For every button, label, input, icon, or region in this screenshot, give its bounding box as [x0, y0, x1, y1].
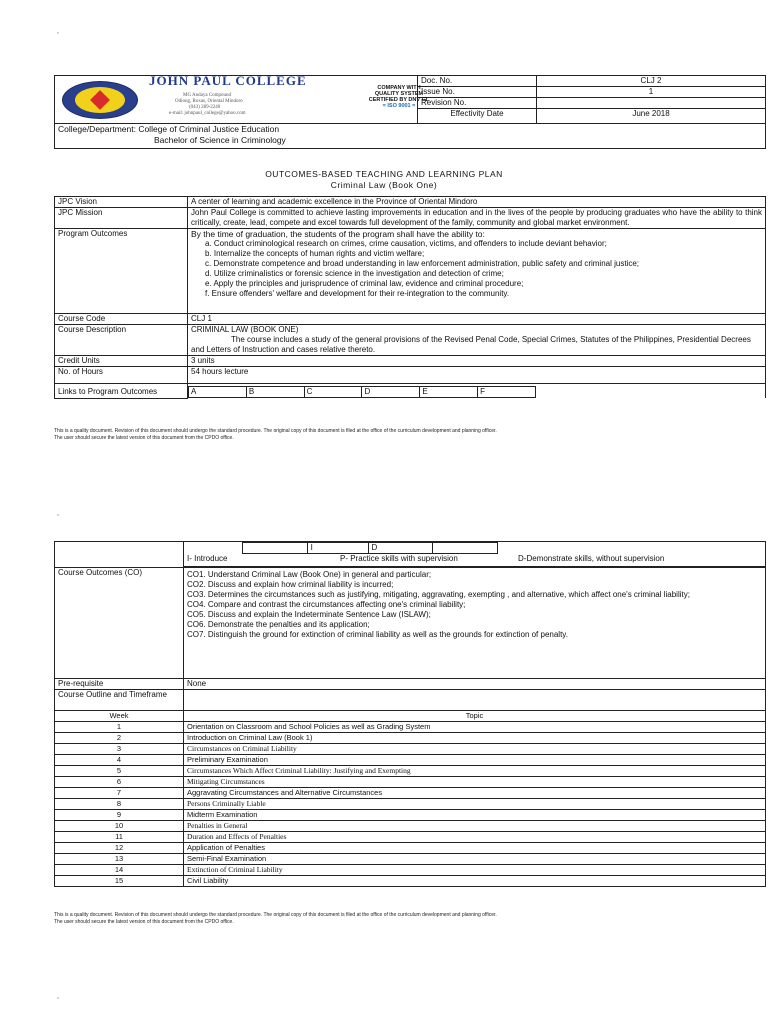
week-topic: Circumstances Which Affect Criminal Liability: Justifying and Exempting	[184, 766, 766, 777]
course-outcomes-label: Course Outcomes (CO)	[55, 568, 184, 679]
week-number: 9	[55, 810, 184, 821]
program-outcome-item: e. Apply the principles and jurisprudence of criminal law, evidence and criminal procedure;	[205, 279, 524, 288]
week-number: 1	[55, 722, 184, 733]
week-number: 8	[55, 799, 184, 810]
links-label: Links to Program Outcomes	[55, 384, 188, 399]
department-info: College/Department: College of Criminal Justice Education Bachelor of Science in Criminology	[55, 124, 766, 149]
course-title: Criminal Law (Book One)	[330, 180, 438, 190]
week-number: 15	[55, 876, 184, 887]
page-mark: ,	[57, 993, 59, 1000]
course-outcome-item: CO7. Distinguish the ground for extinction of criminal liability as well as the grounds for extinction of penalty.	[187, 630, 568, 639]
document-header	[54, 75, 766, 149]
week-topic: Preliminary Examination	[184, 755, 766, 766]
week-topic: Application of Penalties	[184, 843, 766, 854]
course-outcomes	[184, 568, 766, 679]
program-outcome-item: b. Internalize the concepts of human rights and victim welfare;	[205, 249, 425, 258]
course-outcomes-table	[54, 541, 766, 887]
course-outcome-item: CO5. Discuss and explain the Indeterminate Sentence Law (ISLAW);	[187, 610, 431, 619]
vision-text: A center of learning and academic excellence in the Province of Oriental Mindoro	[188, 197, 766, 208]
outline-blank	[184, 690, 766, 711]
week-topic: Aggravating Circumstances and Alternative Circumstances	[184, 788, 766, 799]
legend-cell	[243, 543, 308, 554]
week-topic: Introduction on Criminal Law (Book 1)	[184, 733, 766, 744]
college-banner	[55, 73, 430, 124]
course-description-title: CRIMINAL LAW (BOOK ONE)	[191, 325, 299, 334]
legend-cell	[433, 543, 498, 554]
course-code-label: Course Code	[55, 314, 188, 325]
doc-no-label: Doc. No.	[418, 76, 537, 87]
effectivity-value: June 2018	[537, 109, 766, 124]
course-outcome-item: CO6. Demonstrate the penalties and its application;	[187, 620, 370, 629]
page-mark: ,	[57, 510, 59, 517]
week-number: 14	[55, 865, 184, 876]
course-description-label: Course Description	[55, 325, 188, 356]
email-address: e-mail: johnpaul_college@yahoo.com	[169, 111, 246, 116]
course-outcome-item: CO1. Understand Criminal Law (Book One) in general and particular;	[187, 570, 432, 579]
revision-no-label: Revision No.	[418, 98, 537, 109]
week-topic: Circumstances on Criminal Liability	[184, 744, 766, 755]
credit-units-label: Credit Units	[55, 356, 188, 367]
week-number: 6	[55, 777, 184, 788]
program-outcome-item: f. Ensure offenders' welfare and development for their re-integration to the community.	[205, 289, 510, 298]
issue-no-value: 1	[537, 87, 766, 98]
quality-note: This is a quality document. Revision of this document should undergo the standard procedure. The original copy of this document is filed at the office of the curriculum development and planning officer. The user should secure the latest version of this document from the CPDO office.	[54, 912, 497, 925]
credit-units: 3 units	[188, 356, 766, 367]
outline-label: Course Outline and Timeframe	[55, 690, 184, 711]
week-header: Week	[55, 711, 184, 722]
week-topic: Midterm Examination	[184, 810, 766, 821]
week-number: 7	[55, 788, 184, 799]
legend-i: I	[307, 543, 368, 554]
document-title: OUTCOMES-BASED TEACHING AND LEARNING PLAN	[265, 169, 503, 179]
college-name: JOHN PAUL COLLEGE	[149, 73, 307, 88]
prerequisite-label: Pre-requisite	[55, 679, 184, 690]
link-cell: A	[189, 387, 247, 398]
iso-certification-badge: COMPANY WITH QUALITY SYSTEM CERTIFIED BY DNV GL = ISO 9001 =	[368, 85, 430, 109]
link-cell: C	[304, 387, 362, 398]
legend	[184, 542, 766, 567]
program-outcome-item: c. Demonstrate competence and broad understanding in law enforcement administration, public safety and criminal justice;	[205, 259, 640, 268]
course-info-table	[54, 196, 766, 399]
address-line: MG Andaya Compound	[183, 93, 232, 98]
hours-value: 54 hours lecture	[188, 367, 766, 384]
prerequisite-value: None	[184, 679, 766, 690]
week-topic: Civil Liability	[184, 876, 766, 887]
week-number: 4	[55, 755, 184, 766]
week-number: 2	[55, 733, 184, 744]
program-outcome-item: a. Conduct criminological research on crimes, crime causation, victims, and offenders to include deviant behavior;	[205, 239, 607, 248]
program-outcomes-intro: By the time of graduation, the students of the program shall have the ability to:	[191, 229, 485, 239]
legend-practice: P- Practice skills with supervision	[340, 554, 458, 563]
week-topic: Penalties in General	[184, 821, 766, 832]
week-number: 11	[55, 832, 184, 843]
week-number: 13	[55, 854, 184, 865]
revision-no-value	[537, 98, 766, 109]
page-mark: ,	[57, 28, 59, 35]
vision-label: JPC Vision	[55, 197, 188, 208]
week-topic: Persons Criminally Liable	[184, 799, 766, 810]
link-cell: D	[362, 387, 420, 398]
course-description	[188, 325, 766, 356]
week-topic: Orientation on Classroom and School Policies as well as Grading System	[184, 722, 766, 733]
link-cell: F	[478, 387, 536, 398]
effectivity-label: Effectivity Date	[418, 109, 537, 124]
week-topic: Extinction of Criminal Liability	[184, 865, 766, 876]
phone-number: (043) 289-2240	[189, 105, 221, 110]
legend-blank	[55, 542, 184, 568]
course-outcome-item: CO2. Discuss and explain how criminal liability is incurred;	[187, 580, 394, 589]
week-topic: Mitigating Circumstances	[184, 777, 766, 788]
course-code: CLJ 1	[188, 314, 766, 325]
doc-no-value: CLJ 2	[537, 76, 766, 87]
course-outcome-item: CO3. Determines the circumstances such as justifying, mitigating, aggravating, exempting , and alternative, which affect one's criminal liability;	[187, 590, 690, 599]
program-outcomes-label: Program Outcomes	[55, 229, 188, 314]
link-cell: B	[246, 387, 304, 398]
mission-label: JPC Mission	[55, 208, 188, 229]
week-number: 12	[55, 843, 184, 854]
program-outcome-item: d. Utilize criminalistics or forensic science in the investigation and detection of crime;	[205, 269, 504, 278]
address-line: Odiong, Roxas, Oriental Mindoro	[175, 99, 243, 104]
legend-d: D	[368, 543, 433, 554]
topic-header: Topic	[184, 711, 766, 722]
week-topic: Duration and Effects of Penalties	[184, 832, 766, 843]
hours-label: No. of Hours	[55, 367, 188, 384]
week-number: 10	[55, 821, 184, 832]
week-topic: Semi-Final Examination	[184, 854, 766, 865]
week-number: 3	[55, 744, 184, 755]
issue-no-label: Issue No.	[418, 87, 537, 98]
legend-demonstrate: D-Demonstrate skills, without supervision	[518, 554, 665, 563]
week-number: 5	[55, 766, 184, 777]
course-outcome-item: CO4. Compare and contrast the circumstances affecting one's criminal liability;	[187, 600, 466, 609]
college-seal-icon	[62, 81, 138, 119]
link-cell: E	[420, 387, 478, 398]
program-outcomes	[188, 229, 766, 314]
mission-text: John Paul College is committed to achieve lasting improvements in education and in the lives of the people by producing graduates who have the ability to think critically, create, lead, compete and excel towards full development of the family, community and global market environment.	[188, 208, 766, 229]
legend-introduce: I- Introduce	[187, 554, 228, 563]
course-description-text: The course includes a study of the general provisions of the Revised Penal Code, Special Crimes, Statutes of the Philippines, Presidential Decrees and Letters of Instruction and cases relative thereto.	[191, 335, 751, 354]
quality-note: This is a quality document. Revision of this document should undergo the standard procedure. The original copy of this document is filed at the office of the curriculum development and planning officer. The user should secure the latest version of this document from the CPDO office.	[54, 428, 497, 441]
links-to-outcomes	[188, 384, 766, 399]
